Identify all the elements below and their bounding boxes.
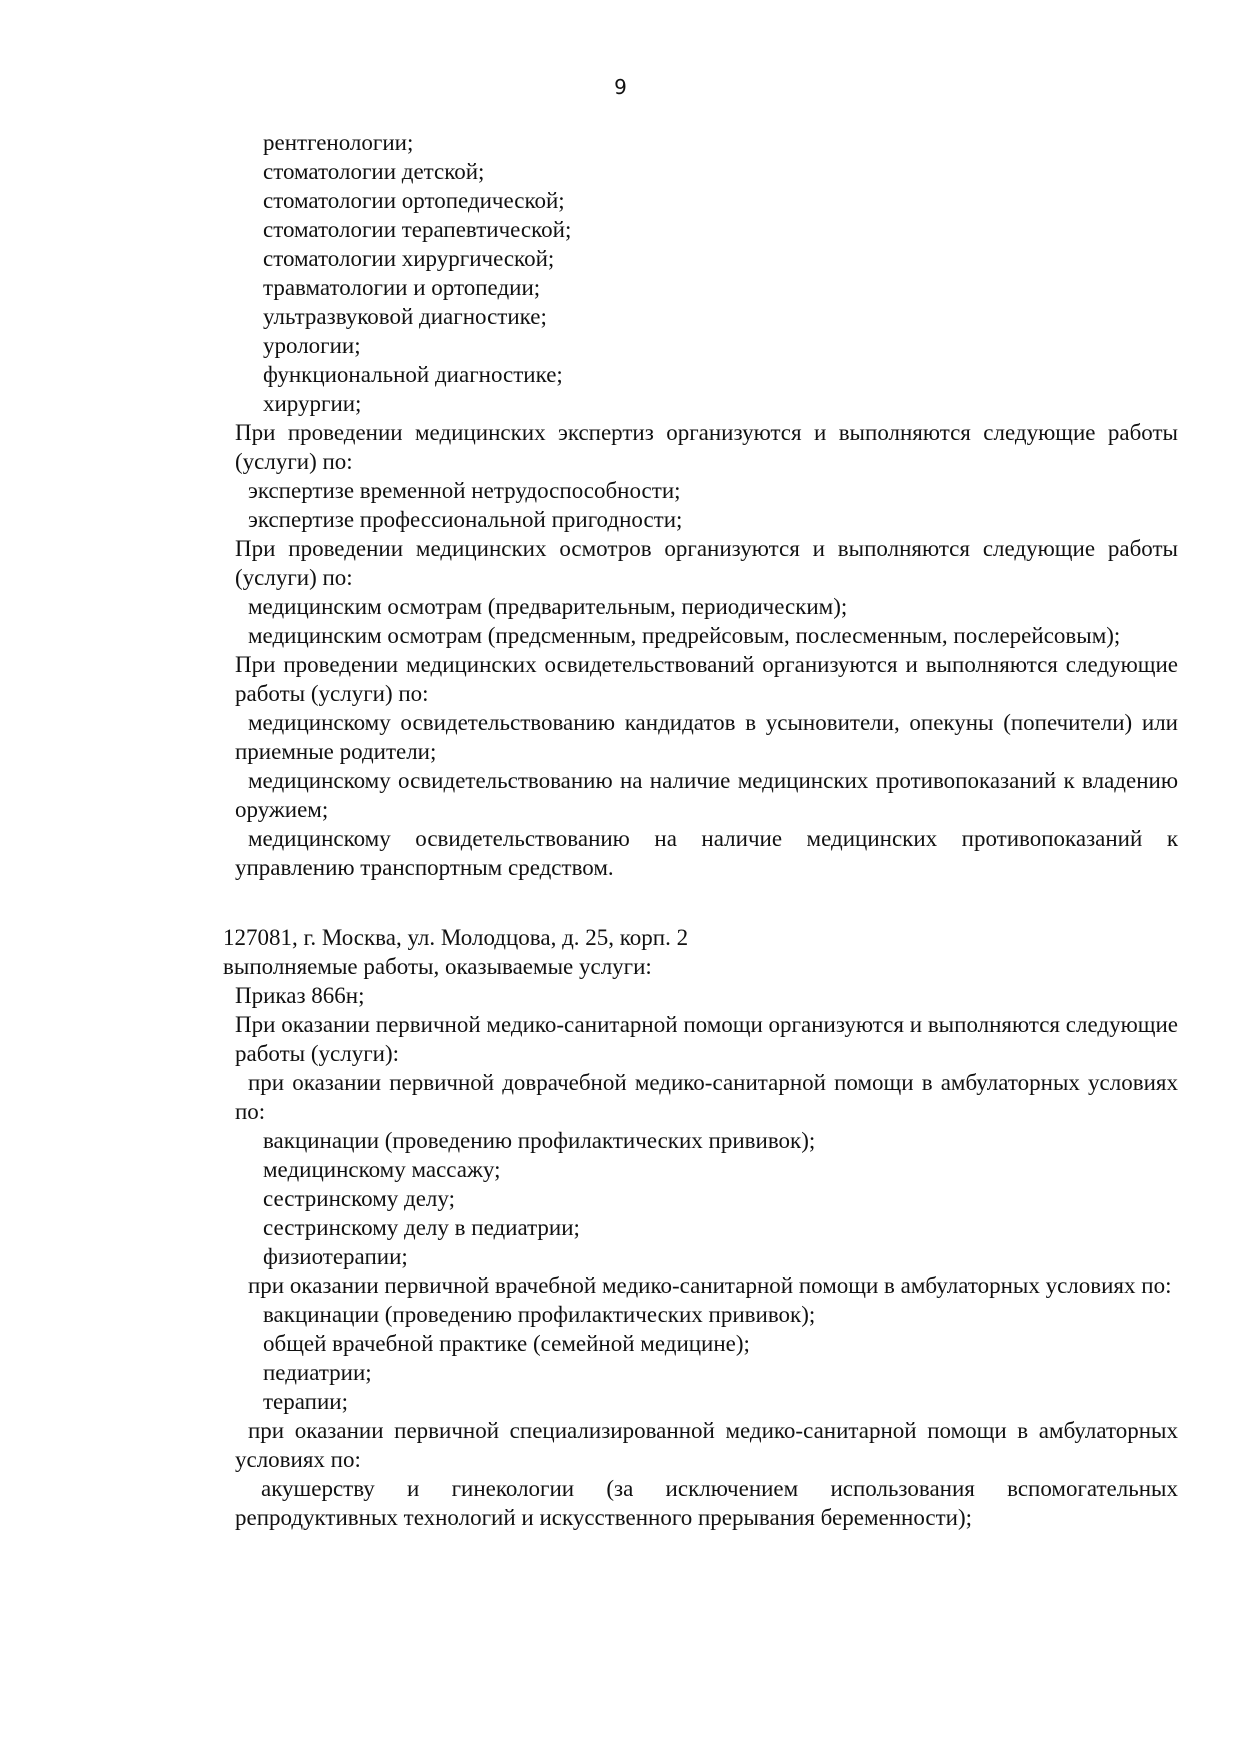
- list-item: физиотерапии;: [263, 1244, 408, 1269]
- services-label: выполняемые работы, оказываемые услуги:: [223, 954, 652, 979]
- list-item: рентгенологии;: [263, 130, 414, 155]
- list-item: терапии;: [263, 1389, 348, 1414]
- page-number: 9: [614, 75, 627, 99]
- list-item: стоматологии терапевтической;: [263, 217, 572, 242]
- list-item: медицинскому освидетельствованию кандидатов в усыновители, опекуны (попечители) или приемные родители;: [235, 710, 1178, 764]
- certification-intro: При проведении медицинских освидетельствований организуются и выполняются следующие работы (услуги) по:: [235, 652, 1178, 706]
- list-item: вакцинации (проведению профилактических прививок);: [263, 1128, 816, 1153]
- primary-care-intro: При оказании первичной медико-санитарной помощи организуются и выполняются следующие работы (услуги):: [235, 1012, 1178, 1066]
- list-item: общей врачебной практике (семейной медицине);: [263, 1331, 750, 1356]
- prehospital-intro: при оказании первичной доврачебной медико-санитарной помощи в амбулаторных условиях по:: [235, 1070, 1178, 1124]
- list-item: сестринскому делу в педиатрии;: [263, 1215, 580, 1240]
- exams-intro: При проведении медицинских осмотров организуются и выполняются следующие работы (услуги) по:: [235, 536, 1178, 590]
- list-item: медицинским осмотрам (предварительным, периодическим);: [248, 594, 848, 619]
- list-item: медицинскому освидетельствованию на наличие медицинских противопоказаний к владению оружием;: [235, 768, 1178, 822]
- doctor-care-intro: при оказании первичной врачебной медико-санитарной помощи в амбулаторных условиях по:: [248, 1273, 1172, 1298]
- list-item: медицинскому освидетельствованию на наличие медицинских противопоказаний к управлению транспортным средством.: [235, 826, 1178, 880]
- list-item: экспертизе временной нетрудоспособности;: [248, 478, 681, 503]
- specialized-care-intro: при оказании первичной специализированной медико-санитарной помощи в амбулаторных условиях по:: [235, 1418, 1178, 1472]
- list-item: сестринскому делу;: [263, 1186, 455, 1211]
- list-item: педиатрии;: [263, 1360, 372, 1385]
- list-item: стоматологии хирургической;: [263, 246, 555, 271]
- expertise-intro: При проведении медицинских экспертиз организуются и выполняются следующие работы (услуги) по:: [235, 420, 1178, 474]
- list-item: стоматологии детской;: [263, 159, 485, 184]
- list-item: функциональной диагностике;: [263, 362, 563, 387]
- list-item: стоматологии ортопедической;: [263, 188, 565, 213]
- list-item: урологии;: [263, 333, 361, 358]
- list-item: хирургии;: [263, 391, 362, 416]
- address: 127081, г. Москва, ул. Молодцова, д. 25, корп. 2: [223, 925, 689, 950]
- list-item: медицинским осмотрам (предсменным, предрейсовым, послесменным, послерейсовым);: [248, 623, 1121, 648]
- list-item: вакцинации (проведению профилактических прививок);: [263, 1302, 816, 1327]
- document-body: [0, 128, 1241, 1532]
- list-item: ультразвуковой диагностике;: [263, 304, 547, 329]
- order-reference: Приказ 866н;: [235, 983, 365, 1008]
- list-item: экспертизе профессиональной пригодности;: [248, 507, 683, 532]
- list-item: травматологии и ортопедии;: [263, 275, 541, 300]
- list-item: акушерству и гинекологии (за исключением использования вспомогательных репродуктивных технологий и искусственного прерывания беременности);: [235, 1476, 1178, 1530]
- list-item: медицинскому массажу;: [263, 1157, 501, 1182]
